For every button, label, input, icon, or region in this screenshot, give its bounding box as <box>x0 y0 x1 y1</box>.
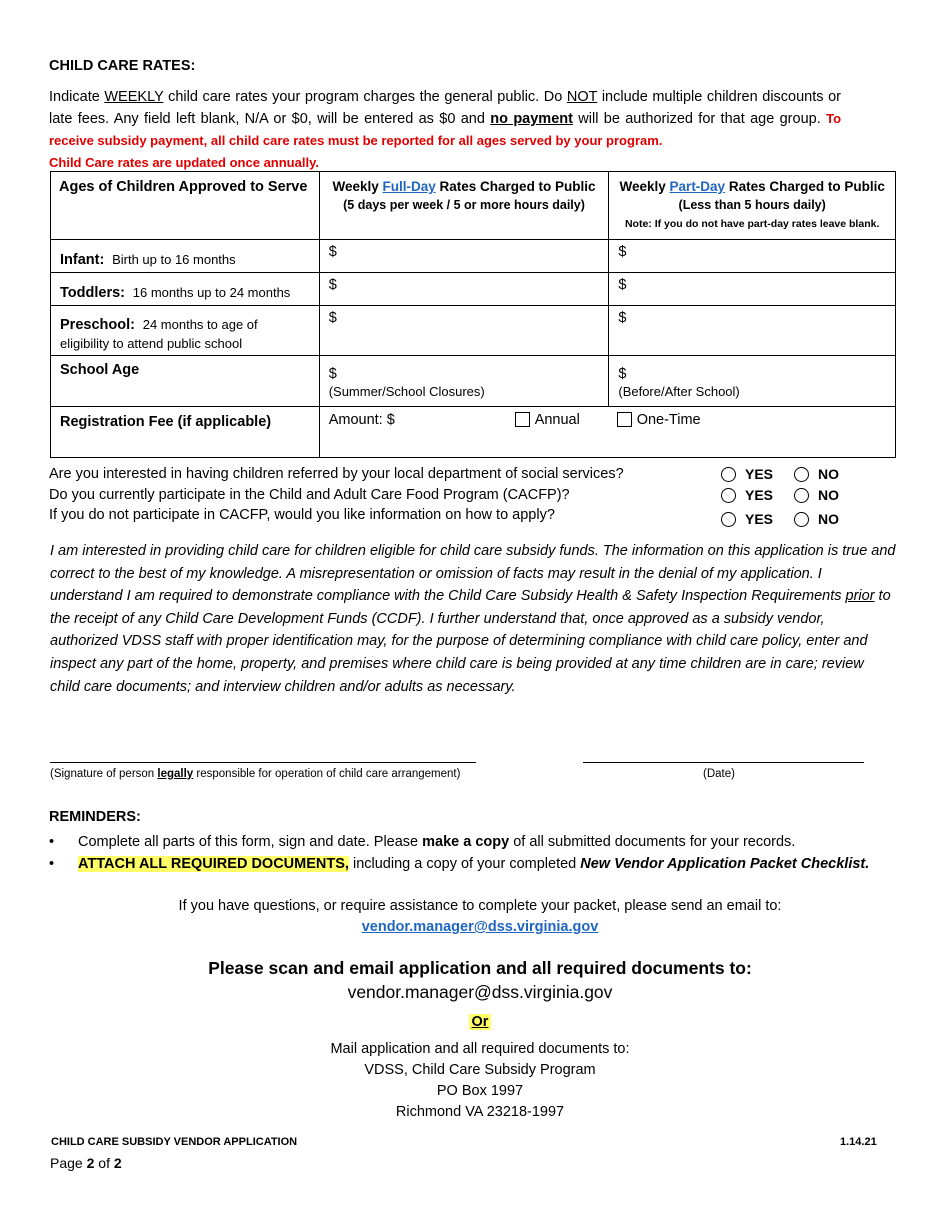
one-time-label: One-Time <box>636 412 701 428</box>
no-label: NO <box>818 511 839 527</box>
intro-paragraph <box>49 86 841 174</box>
referral-no[interactable] <box>794 466 839 482</box>
header-text: Rates Charged to Public <box>725 179 885 194</box>
preschool-full-day-input[interactable]: $ <box>319 306 609 356</box>
statement-text: I am interested in providing child care for children eligible for child care subsidy funds. The information on this application is true and correct to the best of my knowledge. A misrepresentation or omission of facts may result in the denial of my application. I understand I am required to demonstrate compliance with the Child Care Subsidy Health & Safety Inspection Requirements <box>50 543 896 605</box>
reminder-item <box>49 834 795 850</box>
reminder-bold: make a copy <box>422 834 510 850</box>
scan-title: Please scan and email application and all required documents to: <box>208 958 752 978</box>
mail-line: Mail application and all required documents to: <box>330 1041 630 1057</box>
signature-line[interactable] <box>50 762 476 763</box>
intro-no-payment: no payment <box>490 111 573 127</box>
intro-red-annual: Child Care rates are updated once annually. <box>49 155 319 170</box>
contact-email-link[interactable]: vendor.manager@dss.virginia.gov <box>361 919 599 935</box>
school-age-full-day-input[interactable] <box>319 356 609 407</box>
infant-part-day-input[interactable]: $ <box>609 240 896 273</box>
intro-text: will be authorized for that age group. <box>572 111 827 127</box>
header-full-day <box>319 172 609 240</box>
scan-email: vendor.manager@dss.virginia.gov <box>347 982 613 1002</box>
reg-fee-cell <box>319 407 895 458</box>
age-desc: Birth up to 16 months <box>112 252 236 267</box>
table-row <box>51 240 896 273</box>
radio-icon[interactable] <box>721 512 736 527</box>
reminder-text: Complete all parts of this form, sign and date. Please <box>78 834 423 850</box>
caption-text: (Signature of person <box>50 768 158 780</box>
reminder-item <box>49 856 869 872</box>
no-label: NO <box>818 487 839 503</box>
annual-option[interactable] <box>515 412 580 428</box>
mail-address-1: VDSS, Child Care Subsidy Program <box>364 1062 596 1078</box>
contact-email-wrap <box>0 919 950 935</box>
full-day-link[interactable]: Full-Day <box>382 179 436 194</box>
rates-table <box>50 171 896 458</box>
contact-line: If you have questions, or require assistance to complete your packet, please send an email to: <box>178 898 782 914</box>
certification-statement <box>50 540 896 698</box>
bullet-icon: • <box>49 834 55 850</box>
annual-checkbox[interactable] <box>515 412 530 427</box>
intro-text: Indicate <box>49 89 105 105</box>
toddlers-full-day-input[interactable]: $ <box>319 273 609 306</box>
yes-label: YES <box>745 511 774 527</box>
age-school-age <box>51 356 320 407</box>
table-header-row <box>51 172 896 240</box>
reg-fee-label: Registration Fee (if applicable) <box>60 414 272 430</box>
footer-title: CHILD CARE SUBSIDY VENDOR APPLICATION <box>51 1136 298 1148</box>
age-toddlers <box>51 273 320 306</box>
statement-text: to the receipt of any Child Care Development Funds (CCDF). I further understand that, once approved as a subsidy vendor, authorized VDSS staff with proper identification may, for the purpose of determining compliance with child care policy, enter and inspect any part of the home, property, and premises where child care is being provided at any time children are in care; review child care documents; and interview children and/or adults as necessary. <box>50 588 891 695</box>
radio-icon[interactable] <box>794 467 809 482</box>
reminder-text: including a copy of your completed <box>348 856 581 872</box>
one-time-option[interactable] <box>617 412 701 428</box>
school-age-part-sub: (Before/After School) <box>618 384 740 399</box>
age-desc: 16 months up to 24 months <box>132 285 291 300</box>
header-part-day <box>609 172 896 240</box>
part-day-link[interactable]: Part-Day <box>669 179 726 194</box>
page-current: 2 <box>86 1155 95 1171</box>
question-cacfp: Do you currently participate in the Child and Adult Care Food Program (CACFP)? <box>49 487 570 503</box>
intro-text: include multiple children discounts or late fees. Any field left blank, N/A or $0, will be entered as $0 and <box>49 89 841 127</box>
reminder-highlight: ATTACH ALL REQUIRED DOCUMENTS, <box>78 856 349 872</box>
age-desc: 24 months to age of eligibility to attend public school <box>60 317 258 351</box>
or-wrap <box>0 1014 950 1030</box>
header-text: Weekly <box>619 179 670 194</box>
radio-icon[interactable] <box>794 488 809 503</box>
reg-fee-amount-input[interactable]: Amount: $ <box>328 412 395 428</box>
age-label: Infant: <box>60 252 105 268</box>
cacfp-info-no[interactable] <box>794 511 839 527</box>
registration-fee-row <box>51 407 896 458</box>
date-line[interactable] <box>583 762 864 763</box>
dollar-sign: $ <box>328 366 337 382</box>
age-preschool <box>51 306 320 356</box>
footer-version: 1.14.21 <box>840 1136 877 1148</box>
reg-fee-label-cell <box>51 407 320 458</box>
table-row <box>51 273 896 306</box>
statement-prior: prior <box>845 588 875 605</box>
radio-icon[interactable] <box>794 512 809 527</box>
page-text: of <box>94 1155 114 1171</box>
date-caption: (Date) <box>703 768 735 780</box>
bullet-icon: • <box>49 856 55 872</box>
reminders-title: REMINDERS: <box>49 809 141 825</box>
header-text: Rates Charged to Public <box>435 179 596 194</box>
infant-full-day-input[interactable]: $ <box>319 240 609 273</box>
radio-icon[interactable] <box>721 467 736 482</box>
or-label: Or <box>469 1014 492 1030</box>
header-ages <box>51 172 320 240</box>
page-text: Page <box>50 1155 87 1171</box>
question-cacfp-info: If you do not participate in CACFP, would you like information on how to apply? <box>49 507 555 523</box>
school-age-full-sub: (Summer/School Closures) <box>328 384 485 399</box>
yes-label: YES <box>745 466 774 482</box>
caption-text: responsible for operation of child care arrangement) <box>193 768 461 780</box>
table-row <box>51 306 896 356</box>
header-part-day-note: Note: If you do not have part-day rates leave blank. <box>624 218 880 230</box>
page-total: 2 <box>113 1155 122 1171</box>
one-time-checkbox[interactable] <box>617 412 632 427</box>
mail-address-2: PO Box 1997 <box>436 1083 524 1099</box>
mail-address-3: Richmond VA 23218-1997 <box>395 1104 565 1120</box>
header-text: Weekly <box>332 179 383 194</box>
school-age-part-day-input[interactable] <box>609 356 896 407</box>
header-full-day-sub: (5 days per week / 5 or more hours daily) <box>343 198 585 212</box>
preschool-part-day-input[interactable]: $ <box>609 306 896 356</box>
section-title: CHILD CARE RATES: <box>49 58 196 74</box>
cacfp-info-yes[interactable] <box>721 511 773 527</box>
age-label: School Age <box>60 362 140 378</box>
signature-caption <box>50 768 460 780</box>
intro-not: NOT <box>566 89 598 105</box>
age-label: Preschool: <box>60 317 135 333</box>
caption-legally: legally <box>157 768 194 780</box>
age-infant <box>51 240 320 273</box>
question-referral: Are you interested in having children referred by your local department of social services? <box>49 466 624 482</box>
toddlers-part-day-input[interactable]: $ <box>609 273 896 306</box>
intro-text: child care rates your program charges the general public. Do <box>163 89 567 105</box>
cacfp-no[interactable] <box>794 487 839 503</box>
intro-weekly: WEEKLY <box>104 89 164 105</box>
age-label: Toddlers: <box>60 285 125 301</box>
no-label: NO <box>818 466 839 482</box>
header-part-day-sub: (Less than 5 hours daily) <box>678 198 826 212</box>
header-ages-text: Ages of Children Approved to Serve <box>59 179 308 195</box>
reminder-checklist: New Vendor Application Packet Checklist. <box>580 856 870 872</box>
yes-label: YES <box>745 487 774 503</box>
radio-icon[interactable] <box>721 488 736 503</box>
referral-yes[interactable] <box>721 466 773 482</box>
intro-red-warning: To receive subsidy payment, all child care rates must be reported for all ages served by your program. <box>49 111 842 148</box>
reminder-text: of all submitted documents for your records. <box>509 834 796 850</box>
page-number <box>50 1155 122 1171</box>
annual-label: Annual <box>534 412 580 428</box>
cacfp-yes[interactable] <box>721 487 773 503</box>
dollar-sign: $ <box>618 366 627 382</box>
table-row <box>51 356 896 407</box>
